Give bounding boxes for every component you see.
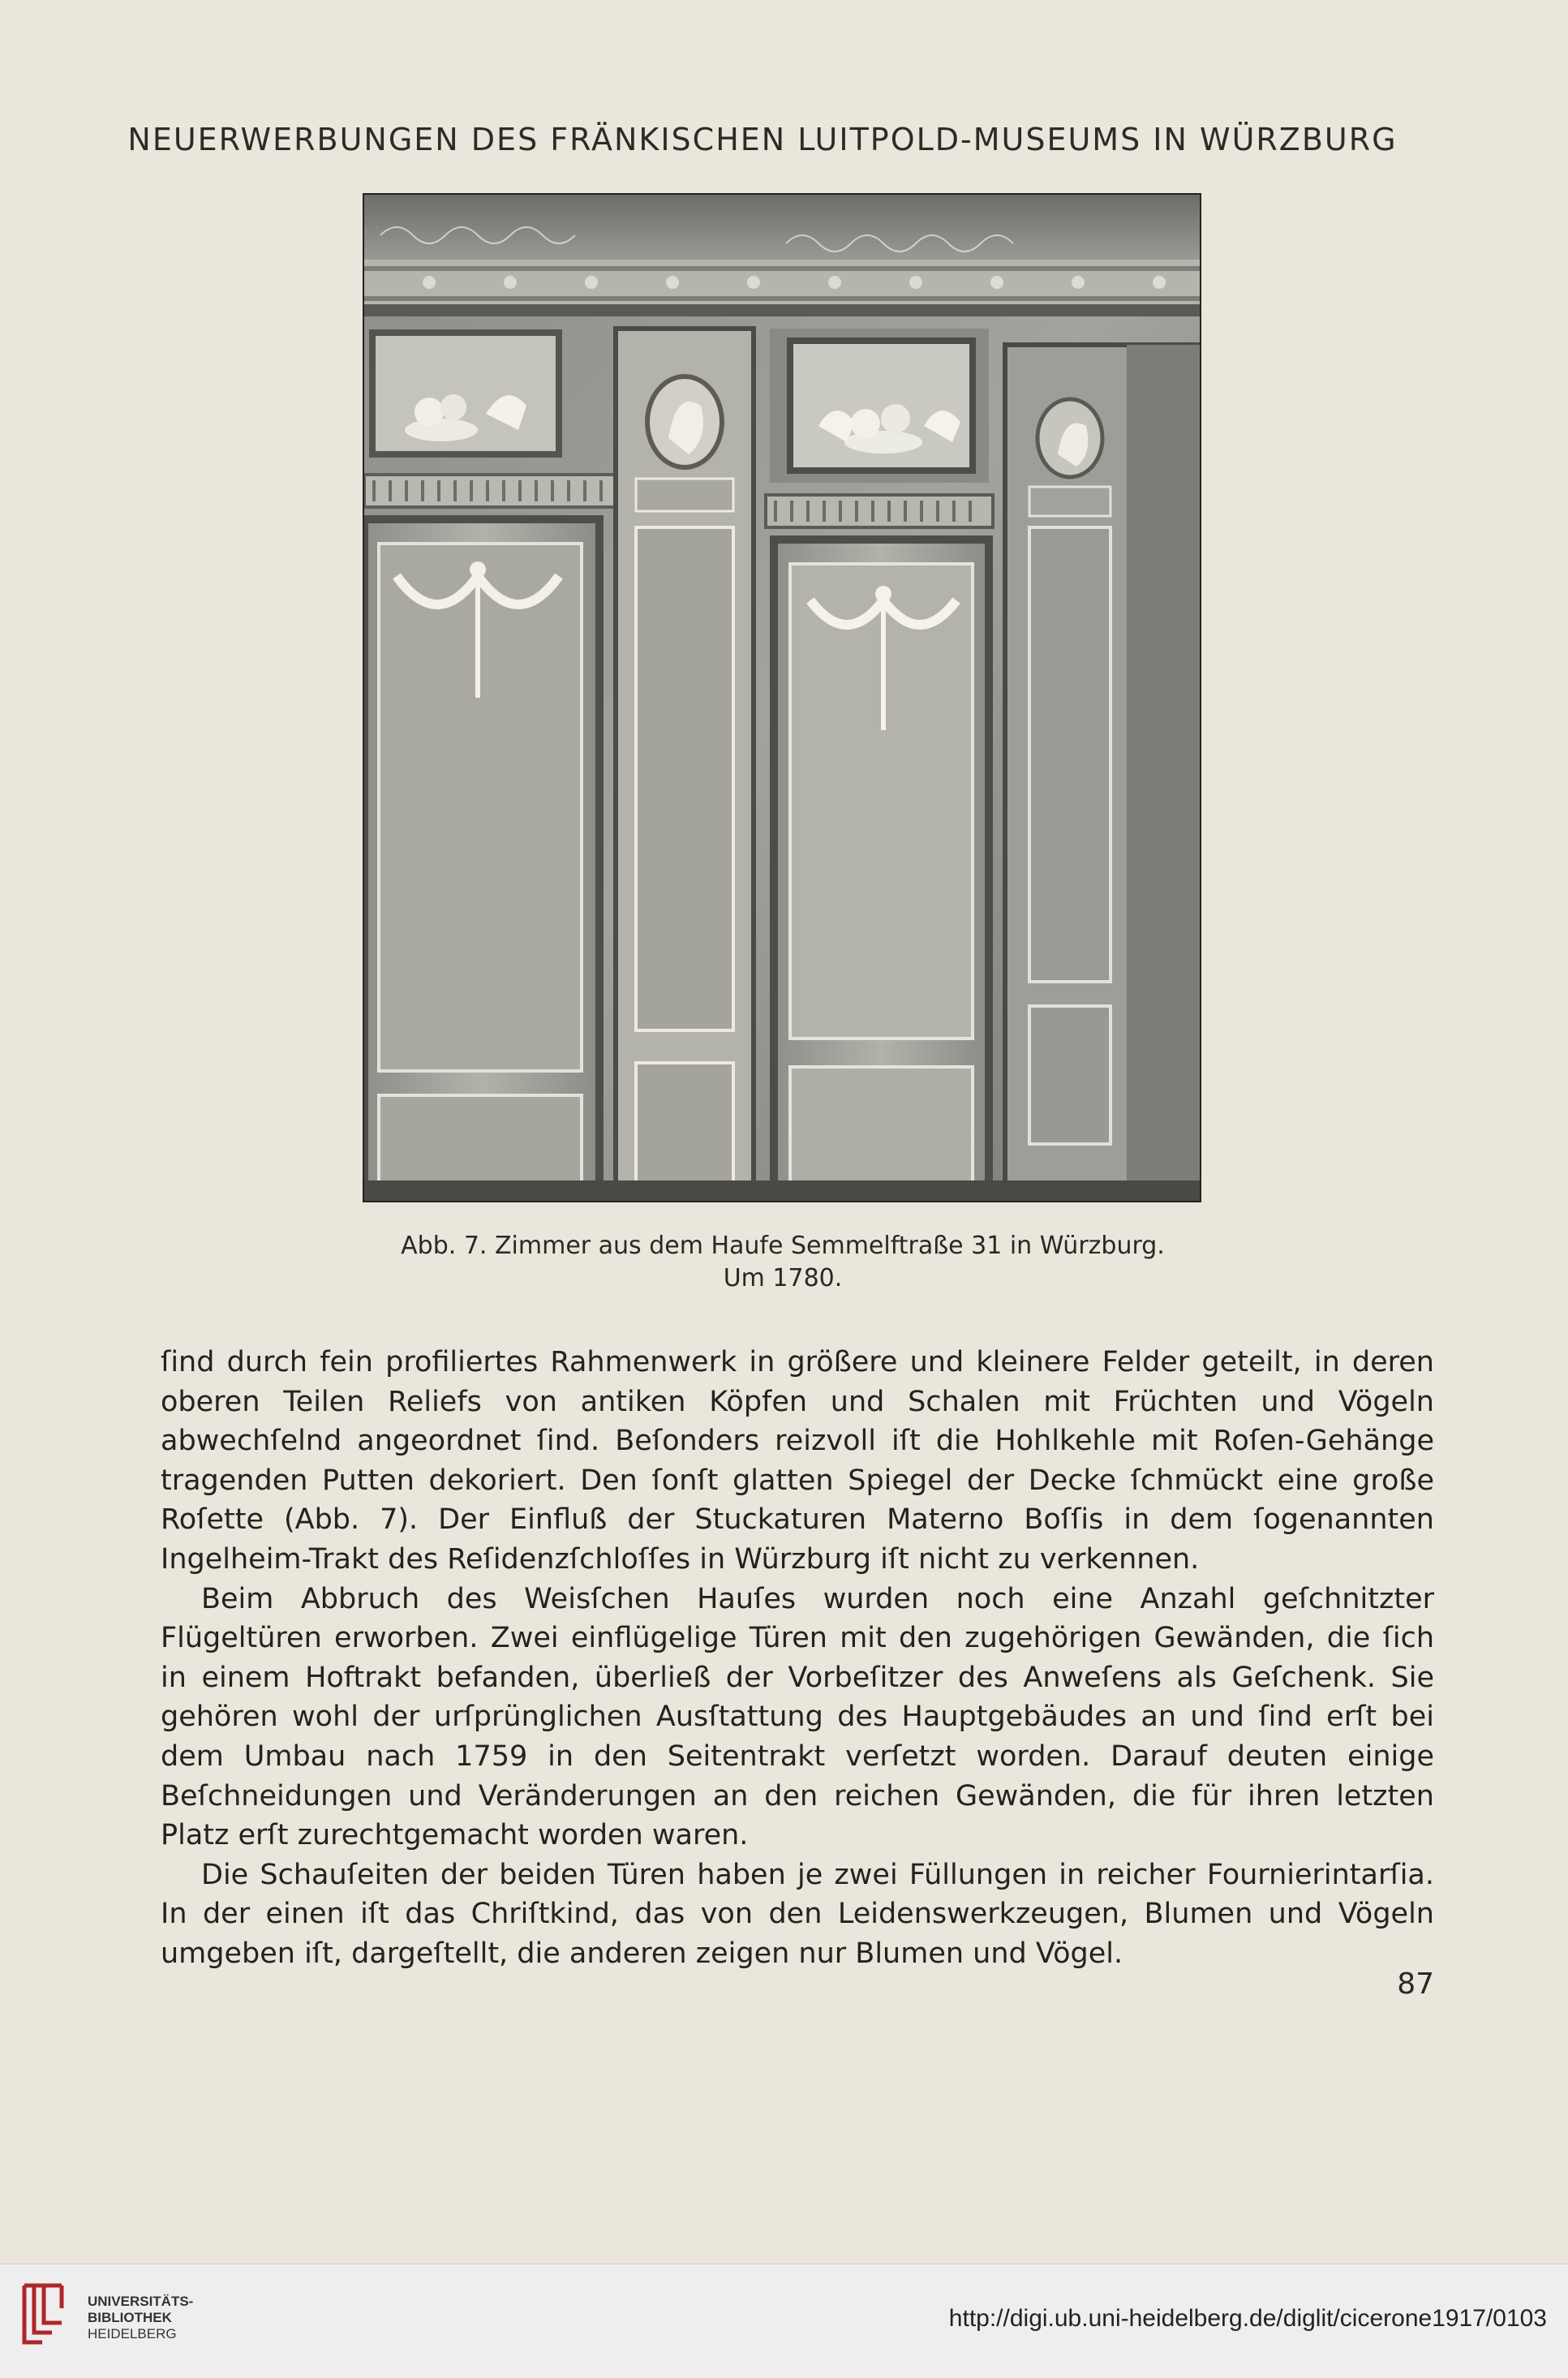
caption-line-2: Um 1780. xyxy=(723,1264,843,1292)
caption-line-1: Abb. 7. Zimmer aus dem Haufe Semmelftraße 31 in Würzburg. xyxy=(401,1232,1165,1260)
figure-caption xyxy=(243,1230,1322,1295)
library-name-line-2: BIBLIOTHEK xyxy=(88,2310,172,2325)
paragraph-3: Die Schauſeiten der beiden Türen haben je zwei Füllungen in reicher Fournierintarſia. In der einen iſt das Chriſtkind, das von den Leidenswerkzeugen, Blumen und Vögeln umgeben iſt, dargeſtellt, die anderen zeigen nur Blumen und Vögel. xyxy=(161,1858,1434,1970)
paragraph-1: ſind durch fein profiliertes Rahmenwerk in größere und kleinere Felder geteilt, in deren oberen Teilen Reliefs von antiken Köpfen und Schalen mit Früchten und Vögeln abwechſelnd angeordnet ſind. Beſonders reizvoll iſt die Hohlkehle mit Roſen-Gehänge tragenden Putten dekoriert. Den ſonſt glatten Spiegel der Decke ſchmückt eine große Roſette (Abb. 7). Der Einfluß der Stuckaturen Materno Boſſis in dem ſogenannten Ingelheim-Trakt des Reſidenzſchloſſes in Würzburg iſt nicht zu verkennen. xyxy=(161,1346,1434,1576)
library-logo-icon[interactable] xyxy=(19,2282,67,2355)
figure-photograph-room-paneling xyxy=(363,193,1201,1202)
library-name[interactable] xyxy=(88,2294,193,2342)
library-name-line-1: UNIVERSITÄTS- xyxy=(88,2294,194,2309)
footer-bar xyxy=(0,2264,1568,2378)
library-name-line-3: HEIDELBERG xyxy=(88,2326,177,2341)
body-text xyxy=(161,1343,1434,1974)
page-number: 87 xyxy=(1397,1967,1434,2001)
running-title: NEUERWERBUNGEN DES FRÄNKISCHEN LUITPOLD-MUSEUMS IN WÜRZBURG xyxy=(127,122,1398,157)
source-url-link[interactable]: http://digi.ub.uni-heidelberg.de/diglit/cicerone1917/0103 xyxy=(948,2305,1547,2332)
paragraph-2: Beim Abbruch des Weisſchen Hauſes wurden noch eine Anzahl geſchnitzter Flügeltüren erworben. Zwei einflügelige Türen mit den zugehörigen Gewänden, die ſich in einem Hoftrakt befanden, überließ der Vorbeſitzer des Anweſens als Geſchenk. Sie gehören wohl der urſprünglichen Ausſtattung des Hauptgebäudes an und ſind erſt bei dem Umbau nach 1759 in den Seitentrakt verſetzt worden. Darauf deuten einige Beſchneidungen und Veränderungen an den reichen Gewänden, die für ihren letzten Platz erſt zurechtgemacht worden waren. xyxy=(161,1582,1434,1852)
